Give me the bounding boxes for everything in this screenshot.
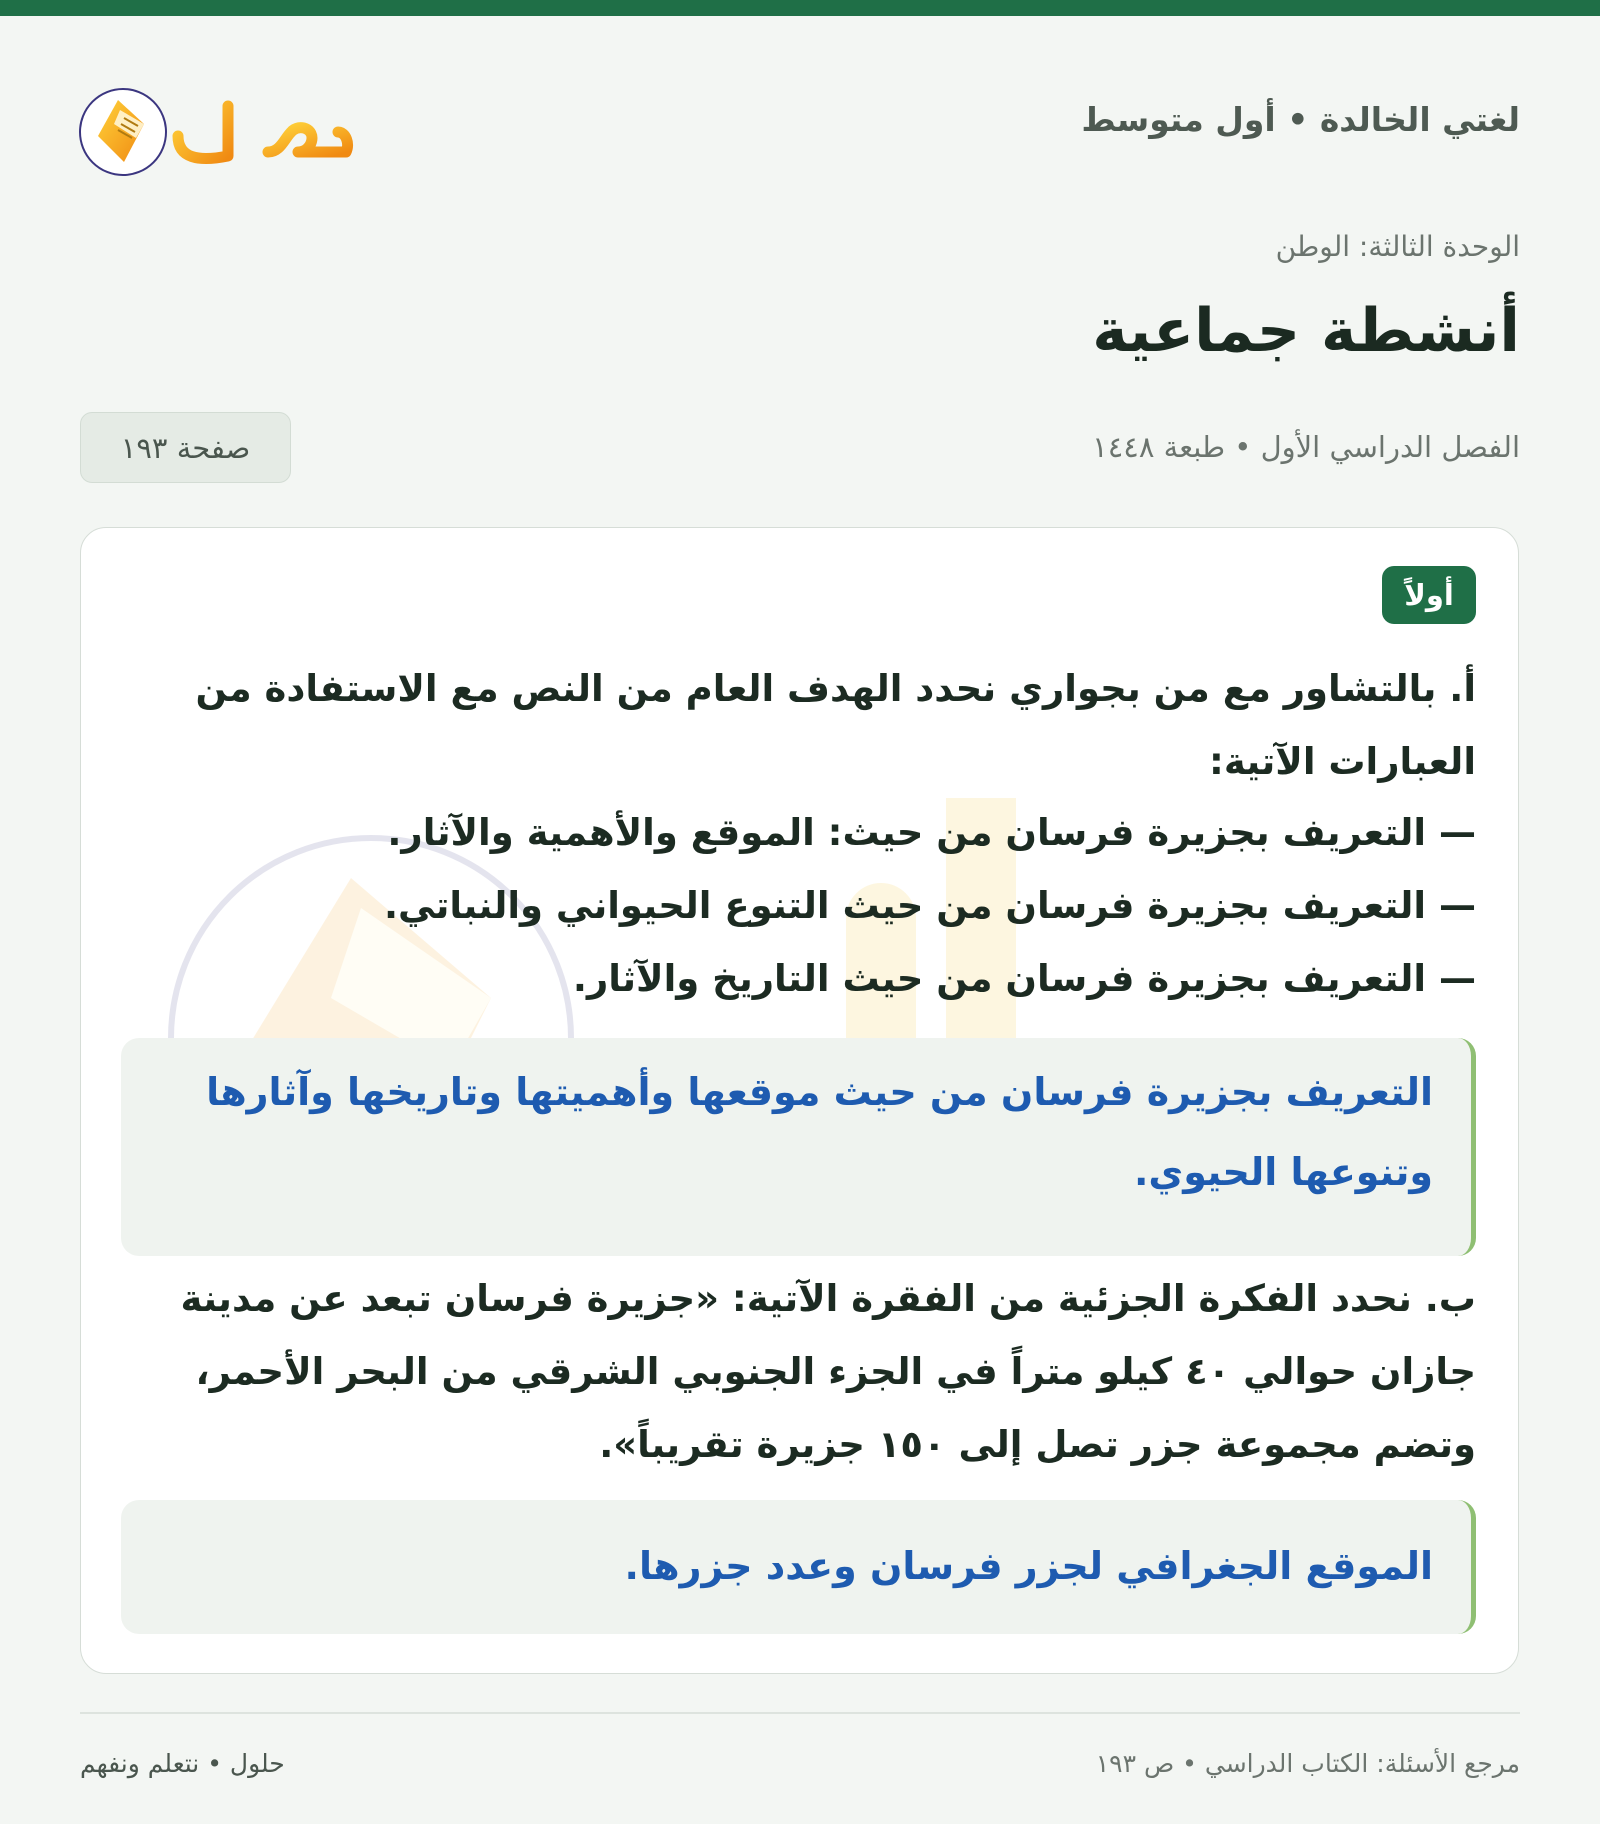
option-item: — التعريف بجزيرة فرسان من حيث التنوع الحيواني والنباتي. — [383, 884, 1476, 927]
activity-card — [80, 527, 1519, 1674]
page-title: أنشطة جماعية — [1092, 296, 1520, 366]
top-accent-bar — [0, 0, 1600, 16]
answer-b: الموقع الجغرافي لجزر فرسان وعدد جزرها. — [121, 1500, 1476, 1634]
question-b: ب. نحدد الفكرة الجزئية من الفقرة الآتية: «جزيرة فرسان تبعد عن مدينة جازان حوالي ٤٠ كيلو متراً في الجزء الجنوبي الشرقي من البحر الأحمر، وتضم مجموعة جزر تصل إلى ١٥٠ جزيرة تقريباً». — [180, 1277, 1476, 1466]
answer-a: التعريف بجزيرة فرسان من حيث موقعها وأهميتها وتاريخها وآثارها وتنوعها الحيوي. — [121, 1038, 1476, 1256]
question-a: أ. بالتشاور مع من بجواري نحدد الهدف العام من النص مع الاستفادة من العبارات الآتية: — [195, 667, 1476, 783]
question-a-options — [121, 796, 1476, 1015]
section-tag-first: أولاً — [1382, 566, 1476, 624]
unit-label: الوحدة الثالثة: الوطن — [1275, 230, 1520, 263]
subject-grade-title: لغتي الخالدة • أول متوسط — [1081, 100, 1520, 139]
option-item: — التعريف بجزيرة فرسان من حيث التاريخ والآثار. — [572, 957, 1476, 1000]
hulool-logo[interactable] — [78, 66, 358, 182]
footer-brand[interactable]: حلول • نتعلم ونفهم — [80, 1749, 285, 1778]
hulool-wordmark — [178, 74, 348, 159]
footer-divider — [80, 1712, 1520, 1714]
footer-reference: مرجع الأسئلة: الكتاب الدراسي • ص ١٩٣ — [1095, 1749, 1520, 1778]
book-emblem-icon — [80, 89, 166, 175]
option-item: — التعريف بجزيرة فرسان من حيث: الموقع والأهمية والآثار. — [387, 811, 1476, 854]
page-number-badge: صفحة ١٩٣ — [80, 412, 291, 483]
term-edition-line: الفصل الدراسي الأول • طبعة ١٤٤٨ — [1092, 430, 1520, 464]
